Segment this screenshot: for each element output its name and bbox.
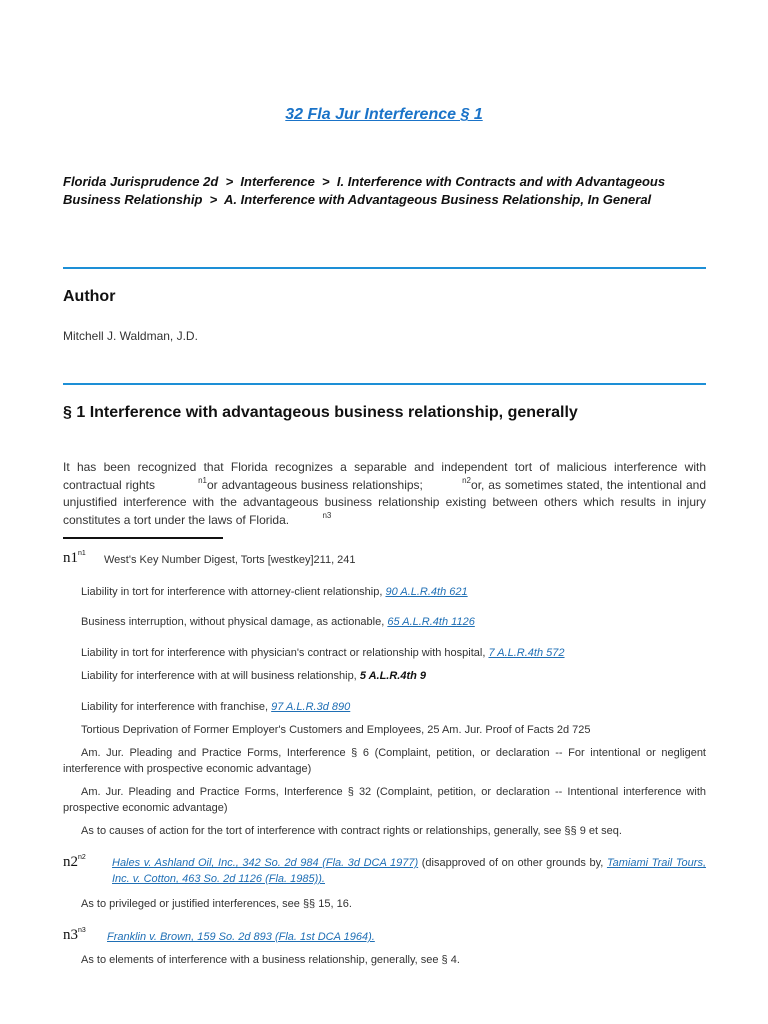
breadcrumb-item: Interference — [240, 174, 315, 189]
citation-reference: 5 A.L.R.4th 9 — [359, 670, 427, 682]
body-paragraph — [63, 459, 706, 529]
citation-link[interactable]: Tamiami Trail Tours, Inc. v. Cotton, 463 So. 2d 1126 (Fla. 1985)). — [112, 857, 706, 885]
footnote-label-text: n1 — [63, 550, 78, 566]
citation-link[interactable]: Franklin v. Brown, 159 So. 2d 893 (Fla. 1st DCA 1964). — [107, 931, 375, 943]
footnote-label-sup: n1 — [78, 550, 86, 557]
footnote-ref-n2[interactable]: n2 — [462, 475, 472, 485]
paragraph-text: It has been recognized that Florida recognizes a separable and independent tort of malicious interference with contractual rights — [63, 460, 706, 492]
footnote-item: Am. Jur. Pleading and Practice Forms, Interference § 32 (Complaint, petition, or declaration -- Intentional interference with prospective economic advantage) — [63, 786, 706, 814]
footnote-item — [81, 614, 475, 630]
footnote-item: As to causes of action for the tort of interference with contract rights or relationships, generally, see §§ 9 et seq. — [81, 825, 622, 837]
footnote-item — [81, 645, 565, 661]
breadcrumb-item: A. Interference with Advantageous Business Relationship, In General — [224, 192, 652, 207]
document-title — [0, 106, 768, 124]
citation-link[interactable]: 7 A.L.R.4th 572 — [488, 647, 565, 659]
author-heading: Author — [63, 288, 116, 305]
footnote-item — [81, 584, 468, 600]
footnote-item-text: Liability in tort for interference with physician's contract or relationship with hospital, — [81, 647, 486, 659]
breadcrumb-separator: > — [322, 174, 330, 189]
footnote-item — [81, 699, 350, 715]
citation-link[interactable]: 97 A.L.R.3d 890 — [271, 701, 351, 713]
breadcrumb — [63, 173, 713, 209]
footnote-item-text: Liability for interference with franchise, — [81, 701, 269, 713]
footnote-item — [81, 668, 426, 684]
footnote-ref-n3[interactable]: n3 — [322, 510, 332, 520]
footnote-label-text: n2 — [63, 854, 78, 870]
paragraph-text: or, as sometimes stated, the intentional and unjustified interference with the advantageous business relationship existing between others which results in injury constitutes a tort under the laws of Florida. — [63, 477, 706, 527]
footnote-item-text: Business interruption, without physical damage, as actionable, — [81, 616, 385, 628]
footnote-item: Tortious Deprivation of Former Employer's Customers and Employees, 25 Am. Jur. Proof of Facts 2d 725 — [81, 724, 591, 736]
footnote-item-text: Liability in tort for interference with attorney-client relationship, — [81, 586, 383, 598]
footnote-label-sup: n2 — [78, 854, 86, 861]
footnote-item: As to elements of interference with a business relationship, generally, see § 4. — [81, 954, 460, 966]
footnote-n2-body — [112, 855, 706, 887]
footnote-divider — [63, 537, 223, 539]
section-divider — [63, 383, 706, 385]
footnote-label-sup: n3 — [78, 927, 86, 934]
footnote-text: (disapproved of on other grounds by, — [421, 857, 604, 869]
citation-link[interactable]: 65 A.L.R.4th 1126 — [387, 616, 475, 628]
citation-link[interactable]: Hales v. Ashland Oil, Inc., 342 So. 2d 984 (Fla. 3d DCA 1977) — [112, 857, 419, 869]
footnote-ref-n1[interactable]: n1 — [198, 475, 207, 485]
footnote-label-n2 — [63, 854, 86, 871]
section-divider — [63, 267, 706, 269]
title-link[interactable]: 32 Fla Jur Interference § 1 — [285, 106, 483, 123]
footnote-item: Am. Jur. Pleading and Practice Forms, Interference § 6 (Complaint, petition, or declaration -- For intentional or negligent interference with prospective economic advantage) — [63, 747, 706, 775]
author-name: Mitchell J. Waldman, J.D. — [63, 329, 198, 343]
footnote-item-text: Liability for interference with at will business relationship, — [81, 670, 357, 682]
citation-link[interactable]: 90 A.L.R.4th 621 — [385, 586, 468, 598]
section-heading: § 1 Interference with advantageous business relationship, generally — [63, 404, 578, 421]
breadcrumb-separator: > — [209, 192, 218, 207]
footnote-label-text: n3 — [63, 927, 78, 943]
paragraph-text: or advantageous business relationships; — [207, 477, 423, 492]
footnote-item: As to privileged or justified interferences, see §§ 15, 16. — [81, 898, 352, 910]
footnote-label-n1 — [63, 550, 86, 567]
breadcrumb-item: I. Interference with Contracts and with Advantageous Business Relationship — [63, 174, 666, 207]
breadcrumb-separator: > — [225, 174, 234, 189]
footnote-label-n3 — [63, 927, 86, 944]
breadcrumb-item: Florida Jurisprudence 2d — [63, 174, 219, 189]
footnote-n1-head: West's Key Number Digest, Torts [westkey]211, 241 — [104, 554, 356, 566]
footnote-n3-body — [107, 929, 375, 945]
